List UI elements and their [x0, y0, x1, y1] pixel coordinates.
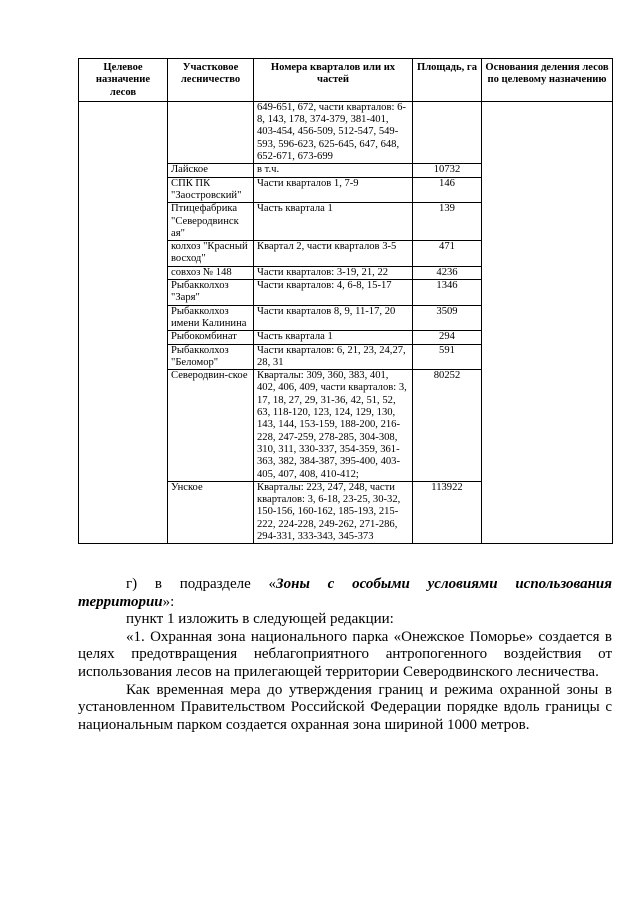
- quarters-cell: Квартал 2, части кварталов 3-5: [254, 241, 413, 267]
- area-cell: 146: [413, 177, 482, 203]
- header-area: Площадь, га: [413, 59, 482, 102]
- district-cell: Рыбакколхоз имени Калинина: [168, 305, 254, 331]
- district-cell: Птицефабрика "Северодвинск ая": [168, 203, 254, 241]
- forest-table: [78, 58, 613, 544]
- district-cell: Лайское: [168, 164, 254, 177]
- district-cell: [168, 101, 254, 163]
- quarters-cell: 649-651, 672, части кварталов: 6-8, 143, 178, 374-379, 381-401, 403-454, 456-509, 512-547, 549-593, 596-623, 625-645, 647, 648, 652-671, 673-699: [254, 101, 413, 163]
- quarters-cell: Кварталы: 309, 360, 383, 401, 402, 406, 409, части кварталов: 3, 17, 18, 27, 29, 31-36, 42, 51, 52, 63, 118-120, 123, 124, 129, 130, 143, 144, 153-159, 188-200, 216-228, 247-259, 278-285, 304-308, 310, 311, 330-337, 354-359, 361-363, 382, 384-387, 395-400, 403-405, 407, 408, 410-412;: [254, 370, 413, 482]
- header-basis: Основания деления лесов по целевому назначению: [482, 59, 613, 102]
- quarters-cell: Части кварталов: 4, 6-8, 15-17: [254, 280, 413, 306]
- paragraph-subsection: [78, 576, 612, 611]
- subsection-prefix: г) в подразделе «: [126, 576, 277, 592]
- table-header-row: [79, 59, 613, 102]
- table-row: [79, 101, 613, 163]
- quarters-cell: в т.ч.: [254, 164, 413, 177]
- quarters-cell: Части кварталов: 6, 21, 23, 24,27, 28, 31: [254, 344, 413, 370]
- header-purpose: Целевое назначение лесов: [79, 59, 168, 102]
- district-cell: Рыбакколхоз "Заря": [168, 280, 254, 306]
- basis-cell: [482, 101, 613, 543]
- area-cell: 80252: [413, 370, 482, 482]
- area-cell: 139: [413, 203, 482, 241]
- header-district: Участковое лесничество: [168, 59, 254, 102]
- area-cell: 4236: [413, 266, 482, 279]
- quarters-cell: Кварталы: 223, 247, 248, части кварталов: 3, 6-18, 23-25, 30-32, 150-156, 160-162, 185-193, 215-222, 224-228, 249-262, 271-286, 294-331, 333-343, 345-373: [254, 481, 413, 543]
- area-cell: 294: [413, 331, 482, 344]
- subsection-title: Зоны с особыми условиями использования территории: [78, 576, 612, 610]
- paragraph-item: пункт 1 изложить в следующей редакции:: [126, 611, 394, 628]
- paragraph-temporary-measure: Как временная мера до утверждения границ и режима охранной зоны в установленном Правительством Российской Федерации порядке вдоль границы с национальным парком создается охранная зона шириной 1000 метров.: [78, 681, 612, 733]
- quarters-cell: Части кварталов: 3-19, 21, 22: [254, 266, 413, 279]
- header-quarters: Номера кварталов или их частей: [254, 59, 413, 102]
- quarters-cell: Часть квартала 1: [254, 331, 413, 344]
- quarters-cell: Части кварталов 8, 9, 11-17, 20: [254, 305, 413, 331]
- area-cell: 591: [413, 344, 482, 370]
- area-cell: [413, 101, 482, 163]
- district-cell: Северодвин-ское: [168, 370, 254, 482]
- area-cell: 471: [413, 241, 482, 267]
- district-cell: колхоз "Красный восход": [168, 241, 254, 267]
- district-cell: Рыбакколхоз "Беломор": [168, 344, 254, 370]
- district-cell: СПК ПК "Заостровский": [168, 177, 254, 203]
- purpose-cell: [79, 101, 168, 543]
- area-cell: 1346: [413, 280, 482, 306]
- quarters-cell: Части кварталов 1, 7-9: [254, 177, 413, 203]
- body-text: [78, 576, 612, 734]
- district-cell: совхоз № 148: [168, 266, 254, 279]
- district-cell: Рыбокомбинат: [168, 331, 254, 344]
- paragraph-quote: «1. Охранная зона национального парка «Онежское Поморье» создается в целях предотвращения неблагоприятного антропогенного воздействия от использования лесов на прилегающей территории Северодвинского лесничества.: [78, 628, 612, 680]
- quarters-cell: Часть квартала 1: [254, 203, 413, 241]
- subsection-suffix: »:: [162, 593, 175, 610]
- area-cell: 10732: [413, 164, 482, 177]
- area-cell: 113922: [413, 481, 482, 543]
- district-cell: Унское: [168, 481, 254, 543]
- area-cell: 3509: [413, 305, 482, 331]
